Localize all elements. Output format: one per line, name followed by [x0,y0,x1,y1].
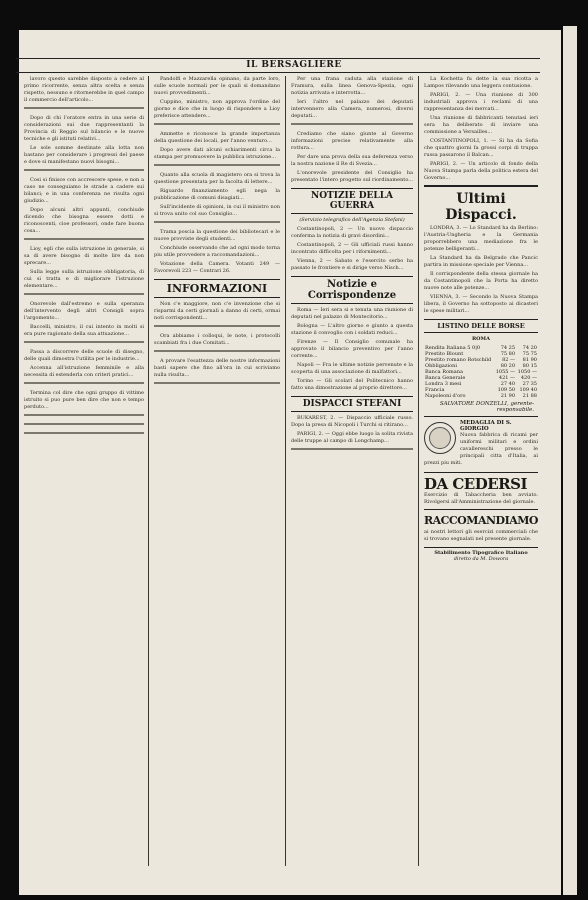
article-paragraph: Sull'incidente di opinioni, in cui il ministro non si trova unito col suo Consiglio... [154,204,280,217]
section-title-dispatches: Ultimi Dispacci. [445,191,517,223]
row-value: 21 90 [500,393,516,399]
ad-text: Nuova fabbrica di ricami per uniformi militari e ordini cavallereschi presso le principali citta d'Italia, ai prezzi piu miti. [424,432,538,466]
article-paragraph: Dopo alcuni altri appunti, conchiude dicendo che bisogna essere dotti e riconoscenti, cioe professori, onde fare buona cosa... [24,207,144,234]
section-title-stefani: DISPACCI STEFANI [291,396,413,412]
article-paragraph: La Kochetta fu dette la sua ricotta a Lampos rilevando una leggera contusione. [424,76,538,89]
ad-text: Esercizio di Tabaccheria ben avviato. Rivolgersi all'Amministrazione del giornale. [424,492,538,505]
article-paragraph: Costantinopoli, 2 — Gli ufficiali russi hanno incontrato difficolta per i rifornimenti... [291,242,413,255]
row-label: Francia [425,387,445,393]
article-paragraph: Baccelli, ministro, il cui intento in molti si era pure ragionato della sua attuazione... [24,324,144,337]
article-paragraph: Conchiude osservando che ad ogni modo torna piu utile provvedere a raccomandazioni... [154,245,280,258]
article-paragraph: Ammette e riconosce la grande importanza della questione dei locali, per l'anno venturo... [154,131,280,144]
text-lines [24,413,144,420]
text-lines [154,324,280,331]
header-rule-bottom [16,72,540,73]
row-label: Londra 3 mesi [425,381,462,387]
section-title-listino: LISTINO DELLE BORSE [424,319,538,333]
article-paragraph: Crediamo che siano giunte al Governo informazioni precise relativamente alla rottura... [291,131,413,151]
row-label: Banca Romana [425,369,463,375]
page-edge-strip [563,26,577,895]
row-value: 21 88 [522,393,537,399]
row-value: 109 40 [519,387,537,393]
article-paragraph: Ieri l'altro nel palazzo dei deputati intervennero alla Camera, numerosi, diversi deputati... [291,99,413,119]
row-value: 109 50 [497,387,516,393]
article-paragraph: Firenze — Il Consiglio comunale ha approvato il bilancio preventivo per l'anno corrente... [291,339,413,359]
section-title-war-news: NOTIZIE DELLA GUERRA [291,188,413,214]
article-paragraph: Ora abbiamo i colloqui, le note, i protocolli scambiati fra i due Comitati... [154,333,280,346]
article-paragraph: PARIGI, 2. — Un articolo di fondo della Nuova Stampa parla della politica estera del Governo... [424,161,538,181]
row-label: Napoleoni d'oro [425,393,466,399]
row-value: 421 — [498,375,516,381]
row-value: 82 — [502,357,516,363]
column-2 [154,76,280,866]
article-paragraph: Accenna all'istruzione femminile e alla necessita di estenderla con criteri pratici... [24,365,144,378]
row-value: 420 — [520,375,537,381]
text-lines [154,220,280,227]
article-paragraph: Passa a discorrere delle scuole di disegno, delle quali dimostra l'utilita per le industrie... [24,349,144,362]
article-paragraph: BUKAREST, 2. — Dispaccio ufficiale russo. Dopo la presa di Nicopoli i Turchi si ritirano... [291,415,413,428]
printer-name: Stabilimento Tipografico Italiano [434,550,528,556]
text-lines [24,168,144,175]
article-paragraph: PARIGI, 2. — Oggi ebbe luogo la solita rivista delle truppe al campo di Longchamp... [291,431,413,444]
listino-city: ROMA [472,336,490,342]
row-label: Rendita Italiana 5 0|0 [425,345,481,351]
article-paragraph: COSTANTINOPOLI, 1. — Si ha da Sofia che quattro giorni fa grossi corpi di truppa russa passarono il Balcan... [424,138,538,158]
text-lines [154,381,280,388]
row-value: 1050 — [517,369,537,375]
article-paragraph: VIENNA, 3. — Secondo la Nuova Stampa libera, il Governo ha sottoposto ai dicasteri le spese militari... [424,294,538,314]
column-rule [418,76,419,866]
text-lines [24,340,144,347]
article-paragraph: Il corrispondente della stessa giornale ha da Costantinopoli che la Porta ha diretto nuove note alle potenze... [424,271,538,291]
text-lines [154,122,280,129]
article-paragraph: Onorevole dall'estremo e sulla speranza dell'intervento degli altri Consigli sopra l'argomento... [24,301,144,321]
article-paragraph: Non c'e maggiore, non c'e invenzione che si risparmi da certi giornali a danno di certi, ormai noti corrispondenti... [154,301,280,321]
text-lines [24,237,144,244]
advertisement-da-cedersi [424,472,538,506]
article-paragraph: Riguardo finanziamento egli nega la pubblicazione di comuni disagiati... [154,188,280,201]
text-lines [291,122,413,129]
vote-result: Votazione della Camera. Votanti 249 — Favorevoli 223 — Contrari 26. [154,261,280,274]
row-value: 80 20 [500,363,516,369]
advertisement-medal [424,416,538,469]
row-label: Obbligazioni [425,363,457,369]
column-rule [148,76,149,866]
section-subtitle: (Servizio telegrafico dell'Agenzia Stefani) [299,217,405,223]
ad-title: MEDAGLIA DI S. GIORGIO [460,420,512,432]
section-divider [424,185,538,187]
row-value: 81 90 [522,357,537,363]
editor-signature: SALVATORE DONZELLI, gerente-responsabile. [439,401,534,413]
text-lines [24,106,144,113]
section-title-correspondence: Notizie e Corrispondenze [291,276,413,304]
article-paragraph: Trama poscia la questione dei bibliotecari e le nuove provviste degli studenti... [154,229,280,242]
text-lines [24,381,144,388]
row-value: 74 20 [522,345,537,351]
text-lines [24,292,144,299]
row-label: Prestito romano Rotschild [425,357,492,363]
header-rule-top [16,58,540,59]
ad-title: RACCOMANDIAMO [424,514,538,527]
article-paragraph: Vienna, 2 — Sabato e l'esercito serbo ha passato le frontiere e si dirige verso Nisch... [291,258,413,271]
row-label: Prestito Blount [425,351,464,357]
article-paragraph: Cuppino, ministro, non approva l'ordine del giorno e dice che in luogo di rispondere a Lioy preferisce attendere... [154,99,280,119]
article-paragraph: Napoli — Fra le ultime notizie pervenute e la scoperta di una associazione di malfattori... [291,362,413,375]
medal-seal-icon [424,422,456,454]
printer-footer [424,547,538,562]
article-paragraph: Quanto alla scuola di magistero ora si trova la questione presentata per la facolta di lettere... [154,172,280,185]
text-lines [154,163,280,170]
table-row [424,393,538,399]
article-paragraph: Cosi si finisce con accrescere spese, e non a caso ne conseguiamo le strade a cadere sui bilanci; e in una conferenza ne risulta ogni giudizio... [24,177,144,204]
article-paragraph: LONDRA, 3. — Lo Standard ha da Berlino: l'Austria-Ungheria e la Germania proporrebbero una mediazione fra le potenze belligeranti... [424,225,538,252]
article-paragraph: L'onorevole presidente del Consiglio ha presentato l'intero progetto sul riordinamento... [291,170,413,183]
article-paragraph: Termina col dire che ogni gruppo di vittime istruito si puo pure ben dire che non e tempo perduto... [24,390,144,410]
article-paragraph: La Standard ha da Belgrado che Pancic partira in missione speciale per Vienna... [424,255,538,268]
row-value: 27 40 [500,381,516,387]
article-paragraph: lavoro questo sarebbe disposto a cedere al primo ricorrente, senza altra scelta e senza rispetto, nessuno e ritornerebbe in quel campo il commercio dell'articolo... [24,76,144,103]
printer-director: diretto da M. Dowora [453,556,509,562]
row-value: 27 35 [522,381,537,387]
article-paragraph: Costantinopoli, 2 — Un nuovo dispaccio conferma la notizia di gravi disordini... [291,226,413,239]
row-value: 1055 — [495,369,516,375]
text-lines [24,422,144,429]
row-value: 75 80 [500,351,516,357]
article-paragraph: Dopo avere dati alcuni schiarimenti circa la stampa per promuovere la pubblica istruzione... [154,147,280,160]
column-4 [424,76,538,866]
article-paragraph: Per dare una prova della sua deferenza verso la nostra nazione il Re di Svezia... [291,154,413,167]
text-lines [24,431,144,438]
article-paragraph: Le sole somme destinate alla lotta non bastano per considerare i progressi del paese e dove si manifestano nuovi bisogni... [24,145,144,165]
article-paragraph: Una riunione di fabbricanti tenutasi ieri sera ha deliberato di inviare una commissione a Versailles... [424,115,538,135]
ad-title: DA CEDERSI [424,475,527,493]
row-value: 80 15 [522,363,537,369]
article-paragraph: Per una frana caduta alla stazione di Framura, sulla linea Genova-Spezia, ogni notizia arrivata e interrotta... [291,76,413,96]
text-lines [154,349,280,356]
row-value: 74 25 [500,345,516,351]
article-paragraph: Torino — Gli scolari del Politecnico hanno fatto una dimostrazione al proprio direttore... [291,378,413,391]
running-title: IL BERSAGLIERE [246,60,342,70]
article-paragraph: Pandolfi e Mazzarella opinano, da parte loro, sulle scuole normali per le quali si domandano nuovi provvedimenti... [154,76,280,96]
article-paragraph: Roma — Ieri sera si e tenuta una riunione di deputati nel palazzo di Montecitorio... [291,307,413,320]
article-paragraph: Bologna — L'altro giorno e giunto a questa stazione il convoglio con i soldati reduci... [291,323,413,336]
row-value: 75 75 [522,351,537,357]
article-paragraph: Lioy, egli che sulla istruzione in generale, si sa di avere bisogno di molte lire da non sprecare... [24,246,144,266]
column-3 [291,76,413,866]
article-paragraph: Dopo di chi l'oratore entra in una serie di considerazioni sui due rappresentanti la Provincia di Reggio sul bilancio e le nuove tecniche e gli istituti relativi... [24,115,144,142]
section-title-informazioni: INFORMAZIONI [154,279,280,298]
row-label: Banca Generale [425,375,466,381]
stock-table [424,345,538,399]
ad-text: ai nostri lettori gli esercizi commerciali che si trovano segnalati nel presente giornale. [424,529,538,542]
column-rule [285,76,286,866]
article-paragraph: PARIGI, 2. — Una riunione di 300 industriali approva i reclami di una rappresentanza dei mercati... [424,92,538,112]
column-1 [24,76,144,866]
article-paragraph: Sulla legge sulla istruzione obbligatoria, di cui si tratta e di migliorare l'istruzione elementare... [24,269,144,289]
article-paragraph: A provare l'esattezza delle nostre informazioni basti sapere che fino all'ora in cui scriviamo nulla risulta... [154,358,280,378]
advertisement-raccomandiamo [424,509,538,543]
text-lines [291,447,413,454]
